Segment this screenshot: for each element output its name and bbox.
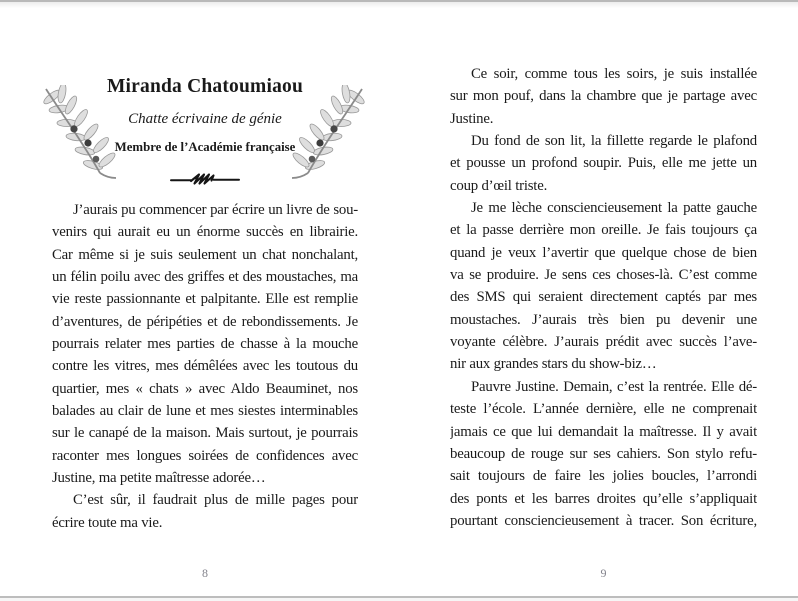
text-line: Justine.	[450, 110, 494, 127]
left-page	[52, 0, 358, 601]
text-line: beaucoup de rouge sur ses cahiers. Son stylo refu-	[450, 445, 757, 462]
flourish-divider-icon	[52, 172, 358, 192]
text-line: et la passe derrière mon oreille. Je fais toujours ça	[450, 222, 757, 239]
left-page-body-text	[52, 199, 358, 534]
text-line: quartier, mes « chats » avec Aldo Beauminet, nos	[52, 380, 358, 397]
text-line: J’aurais pu commencer par écrire un livre de sou-	[73, 202, 358, 218]
text-line: sur le canapé de la maison. Mais surtout, je pourrais	[52, 425, 358, 442]
text-line: Car même si je suis seulement un chat nonchalant,	[52, 246, 358, 263]
text-line: pourtant consciencieusement à tracer. Son écriture,	[450, 512, 757, 529]
olive-branch-right-icon	[292, 85, 370, 185]
text-line: quand je veux l’avertir que quelque chose de bien	[450, 244, 757, 261]
text-line: coup d’œil triste.	[450, 177, 548, 194]
text-line: vie reste passionnante et palpitante. Elle est remplie	[52, 291, 358, 308]
text-line: Pauvre Justine. Demain, c’est la rentrée. Elle dé-	[471, 378, 757, 395]
text-line: raconter mes longues soirées de confidences avec	[52, 447, 358, 464]
text-line: jamais ce que lui demandait la maîtresse. Il y avait	[450, 423, 757, 440]
text-line: sur mon pouf, dans la chambre que je partage avec	[450, 88, 757, 105]
text-line: moustaches. J’aurais très bien pu devenir une	[450, 311, 757, 328]
text-line: des ponts et les barres droites qu’elle s’appliquait	[450, 490, 757, 507]
text-line: teste l’école. L’année dernière, elle ne comprenait	[450, 401, 757, 418]
text-line: nir aux grandes stars du show-biz…	[450, 356, 657, 373]
right-page-body-text	[450, 63, 757, 532]
page-number: 8	[202, 566, 208, 580]
author-name: Miranda Chatoumiaou	[106, 76, 304, 97]
text-line: contre les vitres, mes démêlées avec les toutous du	[52, 358, 358, 375]
text-line: d’aventures, de péripéties et de rebondissements. Je	[52, 313, 358, 330]
text-line: des SMS qui seraient directement captés par mes	[450, 289, 757, 306]
text-line: sait toujours de faire les jolies boucles, l’arrondi	[450, 468, 757, 485]
text-line: balades au clair de lune et mes siestes interminables	[52, 403, 358, 420]
text-line: Je me lèche consciencieusement la patte gauche	[471, 200, 757, 217]
text-line: voyante célèbre. J’aurais prédit avec succès l’ave-	[450, 334, 757, 351]
olive-branch-left-icon	[38, 85, 116, 185]
text-line: Justine, ma petite maîtresse adorée…	[52, 470, 266, 487]
text-line: va se produire. Je sens ces choses-là. C’est comme	[450, 267, 757, 284]
text-line: Ce soir, comme tous les soirs, je suis installée	[471, 66, 757, 82]
text-line: venirs qui aurait eu un énorme succès en librairie.	[52, 224, 358, 241]
text-line: écrire toute ma vie.	[52, 514, 163, 531]
text-line: pourrais relater mes parties de chasse à la mouche	[52, 336, 358, 353]
text-line: Du fond de son lit, la fillette regarde le plafond	[471, 133, 757, 150]
author-membership: Membre de l’Académie française	[114, 140, 296, 154]
text-line: et pousse un profond soupir. Puis, elle me jette un	[450, 155, 757, 172]
page-number: 9	[600, 566, 607, 580]
right-page	[450, 0, 757, 601]
author-role: Chatte écrivaine de génie	[128, 111, 282, 127]
text-line: C’est sûr, il faudrait plus de mille pages pour	[73, 492, 358, 509]
text-line: un félin poilu avec des griffes et des moustaches, ma	[52, 269, 358, 286]
